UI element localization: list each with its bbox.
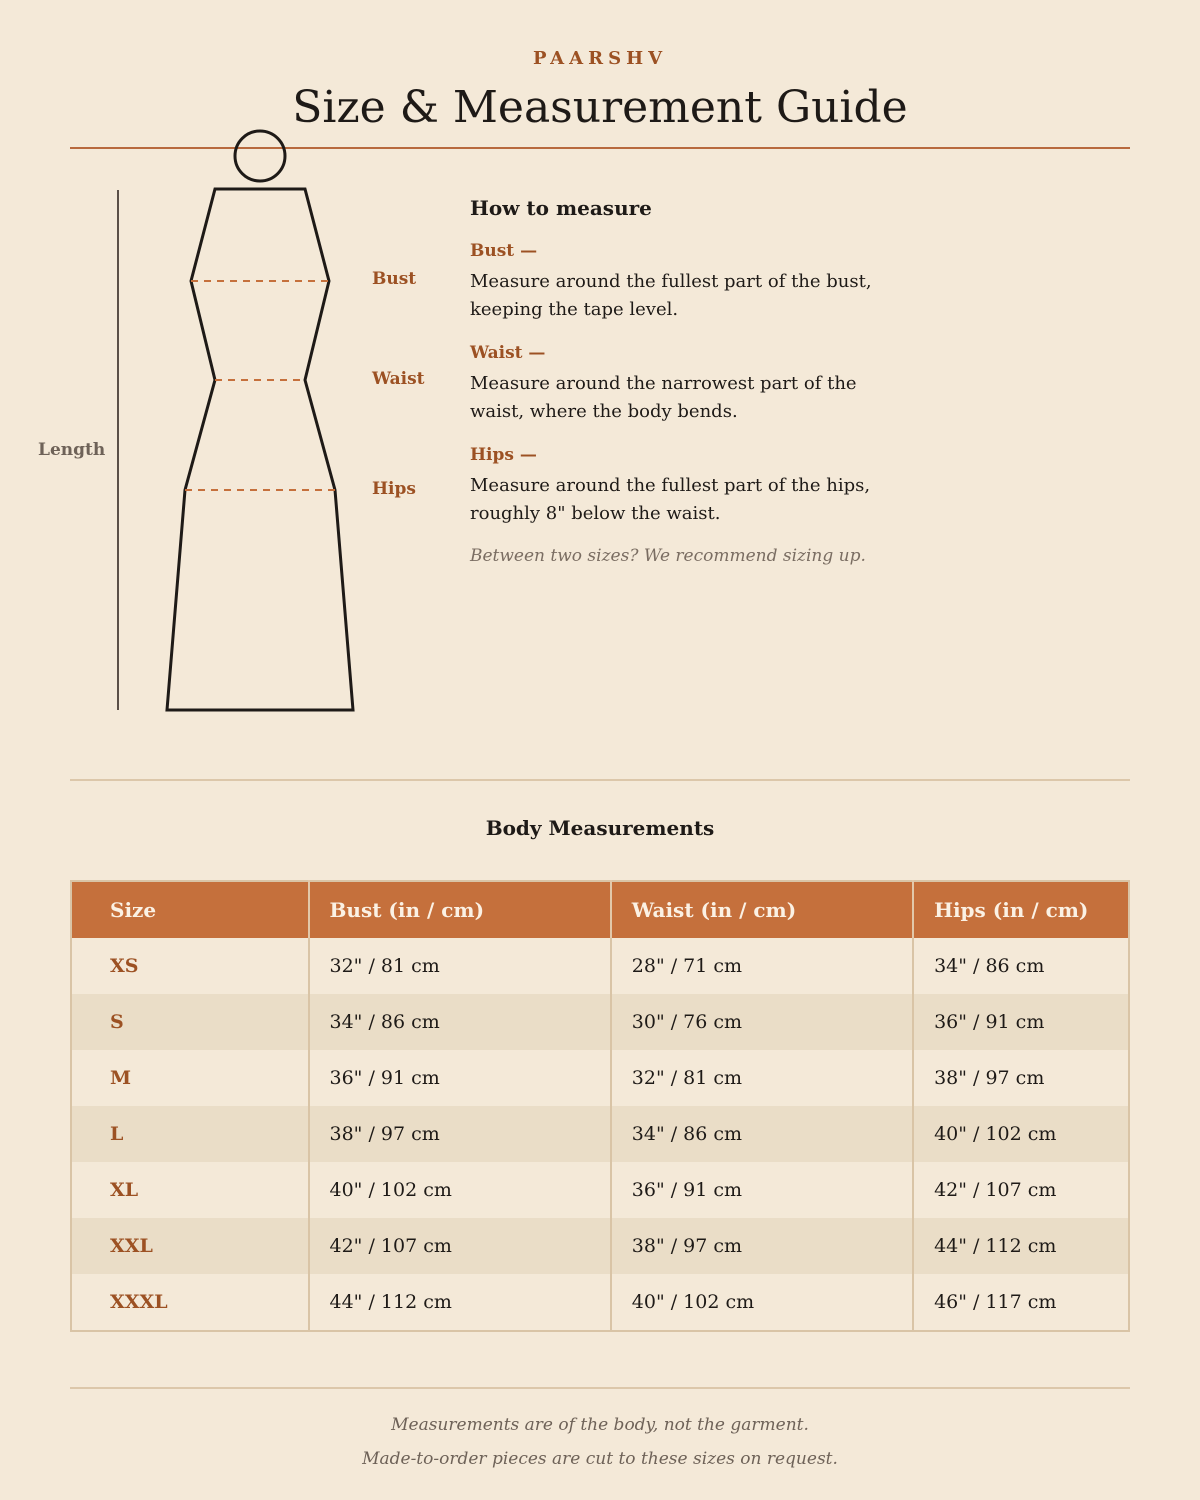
head-outline <box>235 131 285 181</box>
table-row <box>71 1106 1129 1162</box>
size-cell: XXXL <box>71 1274 309 1331</box>
waist-cell: 32" / 81 cm <box>611 1050 913 1106</box>
table-row <box>71 994 1129 1050</box>
size-cell: M <box>71 1050 309 1106</box>
table-row <box>71 1218 1129 1274</box>
bust-cell: 38" / 97 cm <box>309 1106 611 1162</box>
footer-line-1: Measurements are of the body, not the garment. <box>391 1415 809 1435</box>
header-hips: Hips (in / cm) <box>913 881 1129 938</box>
hips-instruction-text: Measure around the fullest part of the hips, roughly 8" below the waist. <box>470 475 871 524</box>
section-divider <box>70 779 1130 781</box>
size-cell: XL <box>71 1162 309 1218</box>
table-header-row <box>71 881 1129 938</box>
waist-cell: 28" / 71 cm <box>611 938 913 994</box>
size-cell: XXL <box>71 1218 309 1274</box>
waist-label: Waist <box>372 369 425 389</box>
table-row <box>71 1274 1129 1331</box>
size-cell: XS <box>71 938 309 994</box>
waist-cell: 34" / 86 cm <box>611 1106 913 1162</box>
hips-cell: 46" / 117 cm <box>913 1274 1129 1331</box>
dress-figure <box>0 0 460 760</box>
bust-cell: 44" / 112 cm <box>309 1274 611 1331</box>
table-row <box>71 1162 1129 1218</box>
bust-instruction-title: Bust — <box>470 241 538 261</box>
bust-label: Bust <box>372 269 417 289</box>
hips-cell: 44" / 112 cm <box>913 1218 1129 1274</box>
waist-instruction-title: Waist — <box>470 343 546 363</box>
length-label: Length <box>38 440 106 460</box>
hips-label: Hips <box>372 479 416 499</box>
footer-line-2: Made-to-order pieces are cut to these sizes on request. <box>362 1449 838 1469</box>
dress-outline <box>167 189 353 710</box>
waist-cell: 30" / 76 cm <box>611 994 913 1050</box>
hips-cell: 34" / 86 cm <box>913 938 1129 994</box>
size-table <box>70 880 1130 1332</box>
size-cell: S <box>71 994 309 1050</box>
header-waist: Waist (in / cm) <box>611 881 913 938</box>
table-title: Body Measurements <box>485 816 715 840</box>
waist-cell: 36" / 91 cm <box>611 1162 913 1218</box>
bust-cell: 32" / 81 cm <box>309 938 611 994</box>
footer-divider <box>70 1387 1130 1389</box>
hips-cell: 40" / 102 cm <box>913 1106 1129 1162</box>
header-size: Size <box>71 881 309 938</box>
table-row <box>71 938 1129 994</box>
hips-cell: 38" / 97 cm <box>913 1050 1129 1106</box>
hips-instruction-title: Hips — <box>470 445 537 465</box>
waist-cell: 40" / 102 cm <box>611 1274 913 1331</box>
bust-cell: 34" / 86 cm <box>309 994 611 1050</box>
sizing-note: Between two sizes? We recommend sizing up. <box>470 546 866 566</box>
header-bust: Bust (in / cm) <box>309 881 611 938</box>
bust-cell: 40" / 102 cm <box>309 1162 611 1218</box>
brand-name: PAARSHV <box>532 48 668 69</box>
how-to-measure-heading: How to measure <box>470 196 652 220</box>
page-title: Size & Measurement Guide <box>292 82 908 133</box>
size-cell: L <box>71 1106 309 1162</box>
hips-cell: 42" / 107 cm <box>913 1162 1129 1218</box>
bust-cell: 42" / 107 cm <box>309 1218 611 1274</box>
waist-cell: 38" / 97 cm <box>611 1218 913 1274</box>
waist-instruction-text: Measure around the narrowest part of the waist, where the body bends. <box>470 373 857 422</box>
table-row <box>71 1050 1129 1106</box>
hips-cell: 36" / 91 cm <box>913 994 1129 1050</box>
how-to-measure-section <box>470 196 890 566</box>
bust-instruction-text: Measure around the fullest part of the bust, keeping the tape level. <box>470 271 872 320</box>
bust-cell: 36" / 91 cm <box>309 1050 611 1106</box>
footer-notes <box>0 1408 1200 1476</box>
